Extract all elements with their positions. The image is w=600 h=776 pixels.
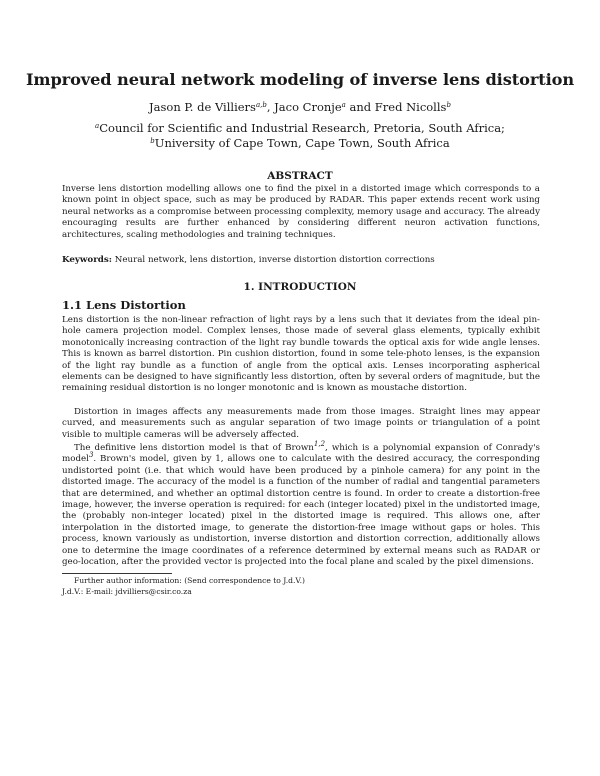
author-affiliation-mark: a,b [255,101,267,109]
paragraph-text: . Brown's model, given by 1, allows one to calculate with the desired accuracy, the corresponding undistorted point (i.e. that which would have been produced by a pinhole camera) for any point in the distorted image. The accuracy of the model is a function of the number of radial and tangential parameters that are determined, and whether an optimal distortion centre is found. In order to create a distortion-free image, however, the inverse operation is required: for each (integer located) pixel in the undistorted image, the (probably non-integer located) pixel in the distorted image is required. This allows one, after interpolation in the distorted image, to generate the distortion-free image without gaps or holes. This process, known variously as undistortion, inverse distortion and distortion correction, additionally allows one to determine the image coordinates of a reference determined by external means such as RADAR or geo-location, after the provided vector is projected into the focal plane and scaled by the pixel dimensions. [62,454,540,568]
affiliation-mark: a [95,122,100,130]
body-paragraph [62,440,540,568]
affiliation [0,121,600,135]
author-name: Fred Nicolls [374,100,447,114]
paragraph-text: The definitive lens distortion model is that of Brown [74,443,314,453]
citation-mark: 3 [88,451,94,460]
footnote: Further author information: (Send correspondence to J.d.V.) [74,576,305,585]
abstract-heading: ABSTRACT [267,170,333,182]
keywords-text: Neural network, lens distortion, inverse distortion distortion corrections [111,255,435,265]
author-list [0,100,600,114]
author-name: Jaco Cronje [274,100,342,114]
footnote-email: J.d.V.: E-mail: jdvilliers@csir.co.za [62,587,192,596]
keywords-label: Keywords: [62,255,112,265]
affiliation-text: University of Cape Town, Cape Town, South Africa [154,136,450,150]
author-separator: , [266,100,275,114]
abstract-text: Inverse lens distortion modelling allows one to find the pixel in a distorted image which corresponds to a known point in object space, such as may be produced by RADAR. This paper extends recent work using neural networks as a compromise between processing complexity, memory usage and accuracy. The already encouraging results are further enhanced by considering different neuron activation functions, architectures, scaling methodologies and training techniques. [62,184,540,240]
affiliation-text: Council for Scientific and Industrial Research, Pretoria, South Africa; [99,121,505,135]
author-affiliation-mark: b [446,101,451,109]
paper-title: Improved neural network modeling of inverse lens distortion [25,70,575,89]
affiliation [0,136,600,150]
author-affiliation-mark: a [341,101,346,109]
author-separator: and [345,100,375,114]
footnote-divider [62,573,172,574]
author-name: Jason P. de Villiers [149,100,256,114]
subsection-heading: 1.1 Lens Distortion [62,298,186,312]
citation-mark: 1,2 [313,440,326,448]
keywords [62,255,540,266]
body-paragraph: Lens distortion is the non-linear refraction of light rays by a lens such that it deviates from the ideal pin-hole camera projection model. Complex lenses, those made of several glass elements, typically exhibit monotonically increasing contraction of the light ray bundle towards the optical axis for wide angle lenses. This is known as barrel distortion. Pin cushion distortion, found in some tele-photo lenses, is the expansion of the light ray bundle as a function of angle from the optical axis. Lenses incorporating aspherical elements can be designed to have significantly less distortion, often by several orders of magnitude, but the remaining residual distortion is no longer monotonic and is known as moustache distortion. [62,315,540,394]
paragraph-text: , which is a polynomial expansion of Conrady's model [62,443,540,465]
affiliation-mark: b [150,137,155,145]
body-paragraph: Distortion in images affects any measurements made from those images. Straight lines may appear curved, and measurements such as angular separation of two image points or triangulation of a point visible to multiple cameras will be adversely affected. [62,407,540,440]
section-heading: 1. INTRODUCTION [243,281,357,293]
